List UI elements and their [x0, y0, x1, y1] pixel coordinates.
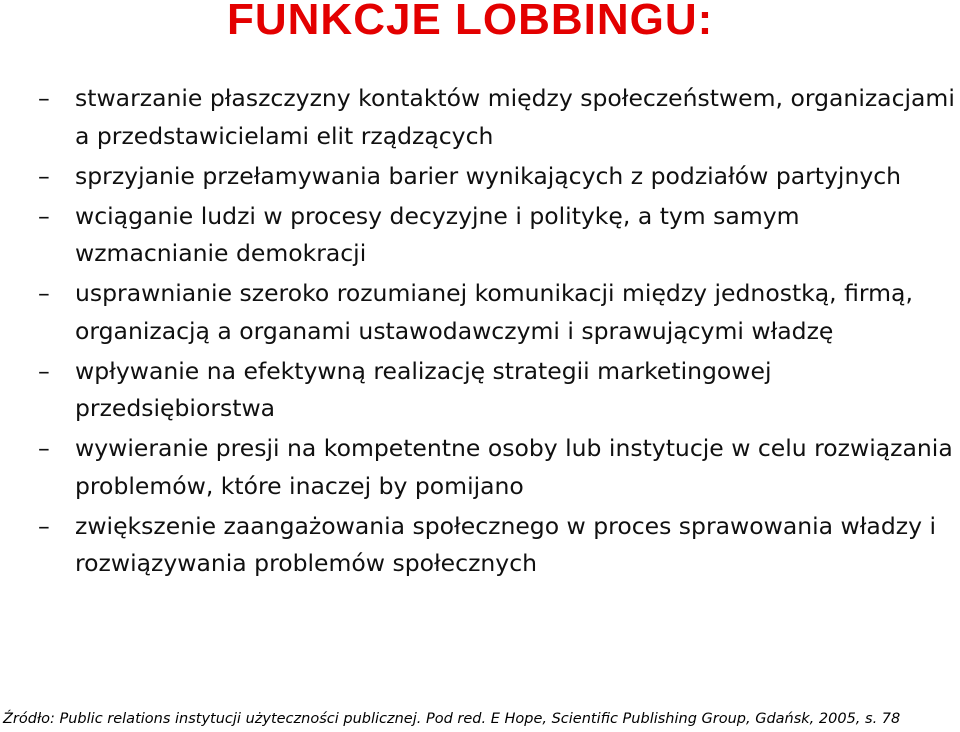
list-item [38, 275, 958, 350]
list-item [38, 80, 958, 155]
list-item-text: wywieranie presji na kompetentne osoby lub instytucje w celu rozwiązania problemów, które inaczej by pomijano [75, 434, 953, 500]
dash-bullet-icon: – [38, 201, 50, 230]
list-item [38, 508, 958, 583]
list-item [38, 158, 958, 196]
list-item [38, 430, 958, 505]
dash-bullet-icon: – [38, 434, 50, 462]
list-item-text: usprawnianie szeroko rozumianej komunikacji między jednostką, firmą, organizacją a organami ustawodawczymi i sprawującymi władzę [75, 279, 913, 345]
function-list [38, 80, 958, 585]
dash-bullet-icon: – [38, 161, 50, 190]
list-item-text: stwarzanie płaszczyzny kontaktów między społeczeństwem, organizacjami a przedstawicielami elit rządzących [75, 84, 955, 150]
dash-bullet-icon: – [38, 356, 50, 385]
list-item-text: wciąganie ludzi w procesy decyzyjne i politykę, a tym samym wzmacnianie demokracji [75, 201, 800, 267]
list-item-text: wpływanie na efektywną realizację strategii marketingowej przedsiębiorstwa [75, 356, 772, 422]
list-item-text: zwiększenie zaangażowania społecznego w proces sprawowania władzy i rozwiązywania problemów społecznych [75, 511, 936, 577]
dash-bullet-icon: – [38, 279, 50, 307]
list-item [38, 198, 958, 273]
page-title: FUNKCJE LOBBINGU: [227, 0, 714, 44]
list-item-text: sprzyjanie przełamywania barier wynikających z podziałów partyjnych [75, 161, 902, 190]
dash-bullet-icon: – [38, 511, 50, 540]
dash-bullet-icon: – [38, 84, 50, 112]
list-item [38, 353, 958, 428]
source-citation: Źródło: Public relations instytucji użyteczności publicznej. Pod red. E Hope, Scientific Publishing Group, Gdańsk, 2005, s. 78 [3, 711, 901, 727]
